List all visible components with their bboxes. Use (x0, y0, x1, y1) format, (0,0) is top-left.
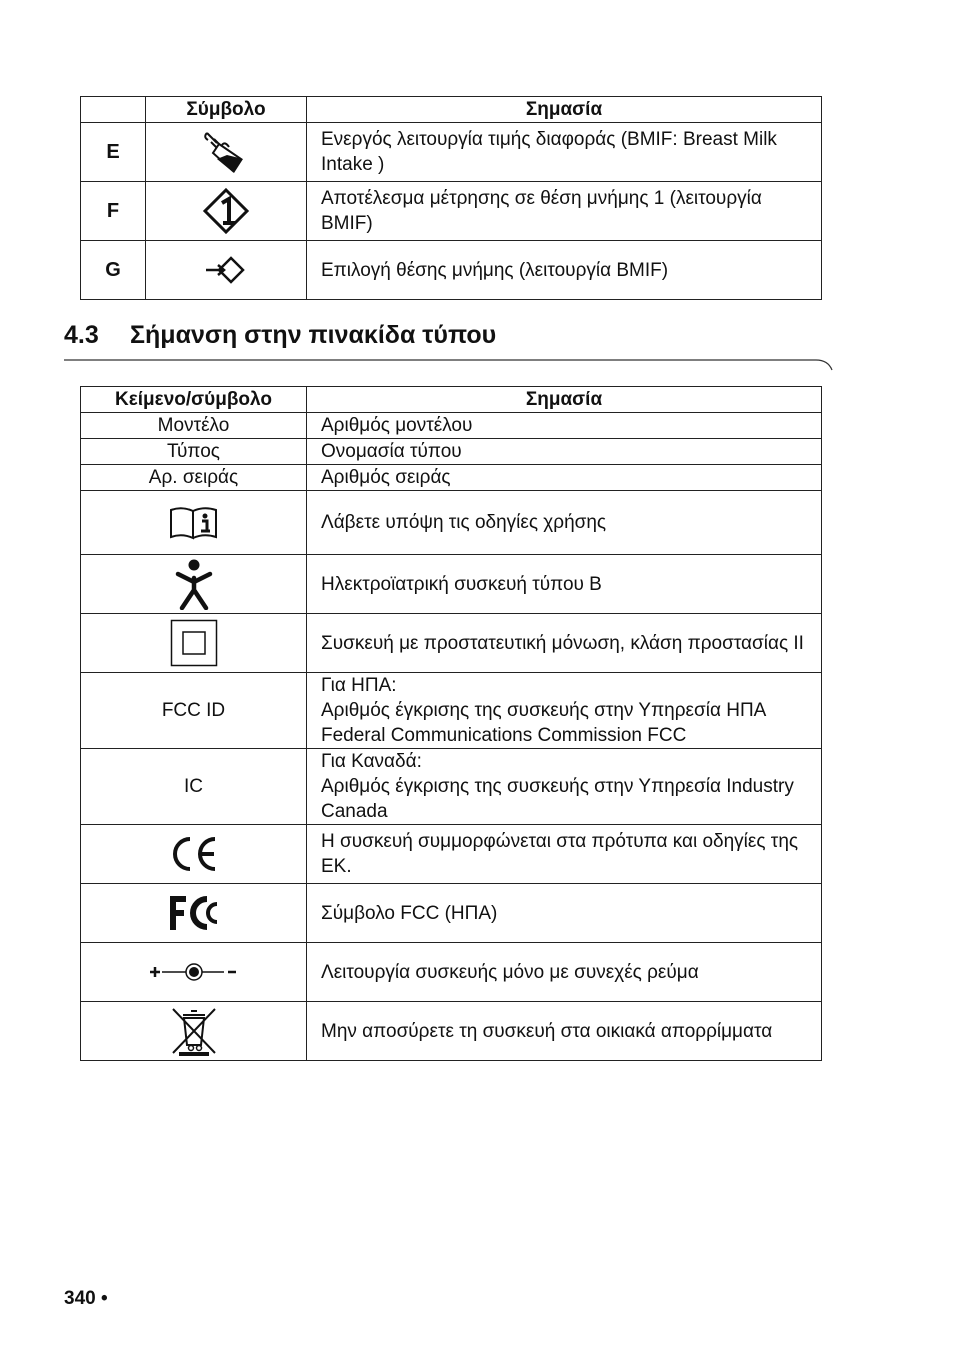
type-b-icon (81, 555, 307, 614)
row-meaning: Ηλεκτροϊατρική συσκευή τύπου B (307, 555, 822, 614)
row-meaning: Αριθμός σειράς (307, 465, 822, 491)
table-row (81, 182, 822, 241)
row-meaning: Συσκευή με προστατευτική μόνωση, κλάση προστασίας II (307, 614, 822, 673)
table-row (81, 465, 822, 491)
row-meaning (307, 749, 822, 825)
row-meaning: Επιλογή θέσης μνήμης (λειτουργία BMIF) (307, 241, 822, 300)
row-meaning: Λάβετε υπόψη τις οδηγίες χρήσης (307, 491, 822, 555)
row-letter: F (81, 182, 146, 241)
memory-slot-1-icon (146, 182, 307, 241)
bottle-icon (146, 123, 307, 182)
table-row (81, 943, 822, 1002)
section-number: 4.3 (64, 321, 99, 349)
row-label: IC (81, 749, 307, 825)
table1-header-blank (81, 97, 146, 123)
table1-header-meaning: Σημασία (307, 97, 822, 123)
table-row (81, 123, 822, 182)
memory-select-icon (146, 241, 307, 300)
row-meaning: Μην αποσύρετε τη συσκευή στα οικιακά απορρίμματα (307, 1002, 822, 1061)
ce-mark-icon (81, 825, 307, 884)
class-ii-icon (81, 614, 307, 673)
table-row (81, 749, 822, 825)
table2-header-symbol: Κείμενο/σύμβολο (81, 387, 307, 413)
page-number: 340 • (64, 1288, 108, 1309)
symbols-table (80, 96, 822, 300)
row-meaning: Ονομασία τύπου (307, 439, 822, 465)
row-meaning: Αριθμός μοντέλου (307, 413, 822, 439)
weee-bin-icon (81, 1002, 307, 1061)
instructions-icon (81, 491, 307, 555)
meaning-line: Αριθμός έγκρισης της συσκευής στην Υπηρεσία ΗΠΑ (321, 700, 767, 721)
table-row (81, 614, 822, 673)
section-title: Σήμανση στην πινακίδα τύπου (130, 321, 497, 349)
fcc-logo-icon (81, 884, 307, 943)
meaning-line: Αριθμός έγκρισης της συσκευής στην Υπηρεσία Industry Canada (321, 776, 794, 822)
row-meaning: Λειτουργία συσκευής μόνο με συνεχές ρεύμα (307, 943, 822, 1002)
meaning-line: Federal Communications Commission FCC (321, 725, 687, 746)
row-letter: G (81, 241, 146, 300)
table2-header-meaning: Σημασία (307, 387, 822, 413)
row-label: Τύπος (81, 439, 307, 465)
meaning-line: Για Καναδά: (321, 751, 422, 772)
dc-polarity-icon (81, 943, 307, 1002)
row-label: Μοντέλο (81, 413, 307, 439)
row-label: Αρ. σειράς (81, 465, 307, 491)
row-meaning: Η συσκευή συμμορφώνεται στα πρότυπα και οδηγίες της ΕΚ. (307, 825, 822, 884)
table-row (81, 825, 822, 884)
row-meaning: Σύμβολο FCC (ΗΠΑ) (307, 884, 822, 943)
table-row (81, 1002, 822, 1061)
row-meaning (307, 673, 822, 749)
section-divider (64, 356, 834, 386)
table-row (81, 413, 822, 439)
section-heading (64, 321, 496, 350)
row-label: FCC ID (81, 673, 307, 749)
rating-plate-table (80, 386, 822, 1061)
row-meaning: Ενεργός λειτουργία τιμής διαφοράς (BMIF: Breast Milk Intake ) (307, 123, 822, 182)
table-row (81, 439, 822, 465)
table1-header-symbol: Σύμβολο (146, 97, 307, 123)
meaning-line: Για ΗΠΑ: (321, 675, 397, 696)
table-row (81, 491, 822, 555)
table-row (81, 555, 822, 614)
table-row (81, 884, 822, 943)
table-row (81, 241, 822, 300)
row-meaning: Αποτέλεσμα μέτρησης σε θέση μνήμης 1 (λειτουργία BMIF) (307, 182, 822, 241)
table-row (81, 673, 822, 749)
row-letter: E (81, 123, 146, 182)
